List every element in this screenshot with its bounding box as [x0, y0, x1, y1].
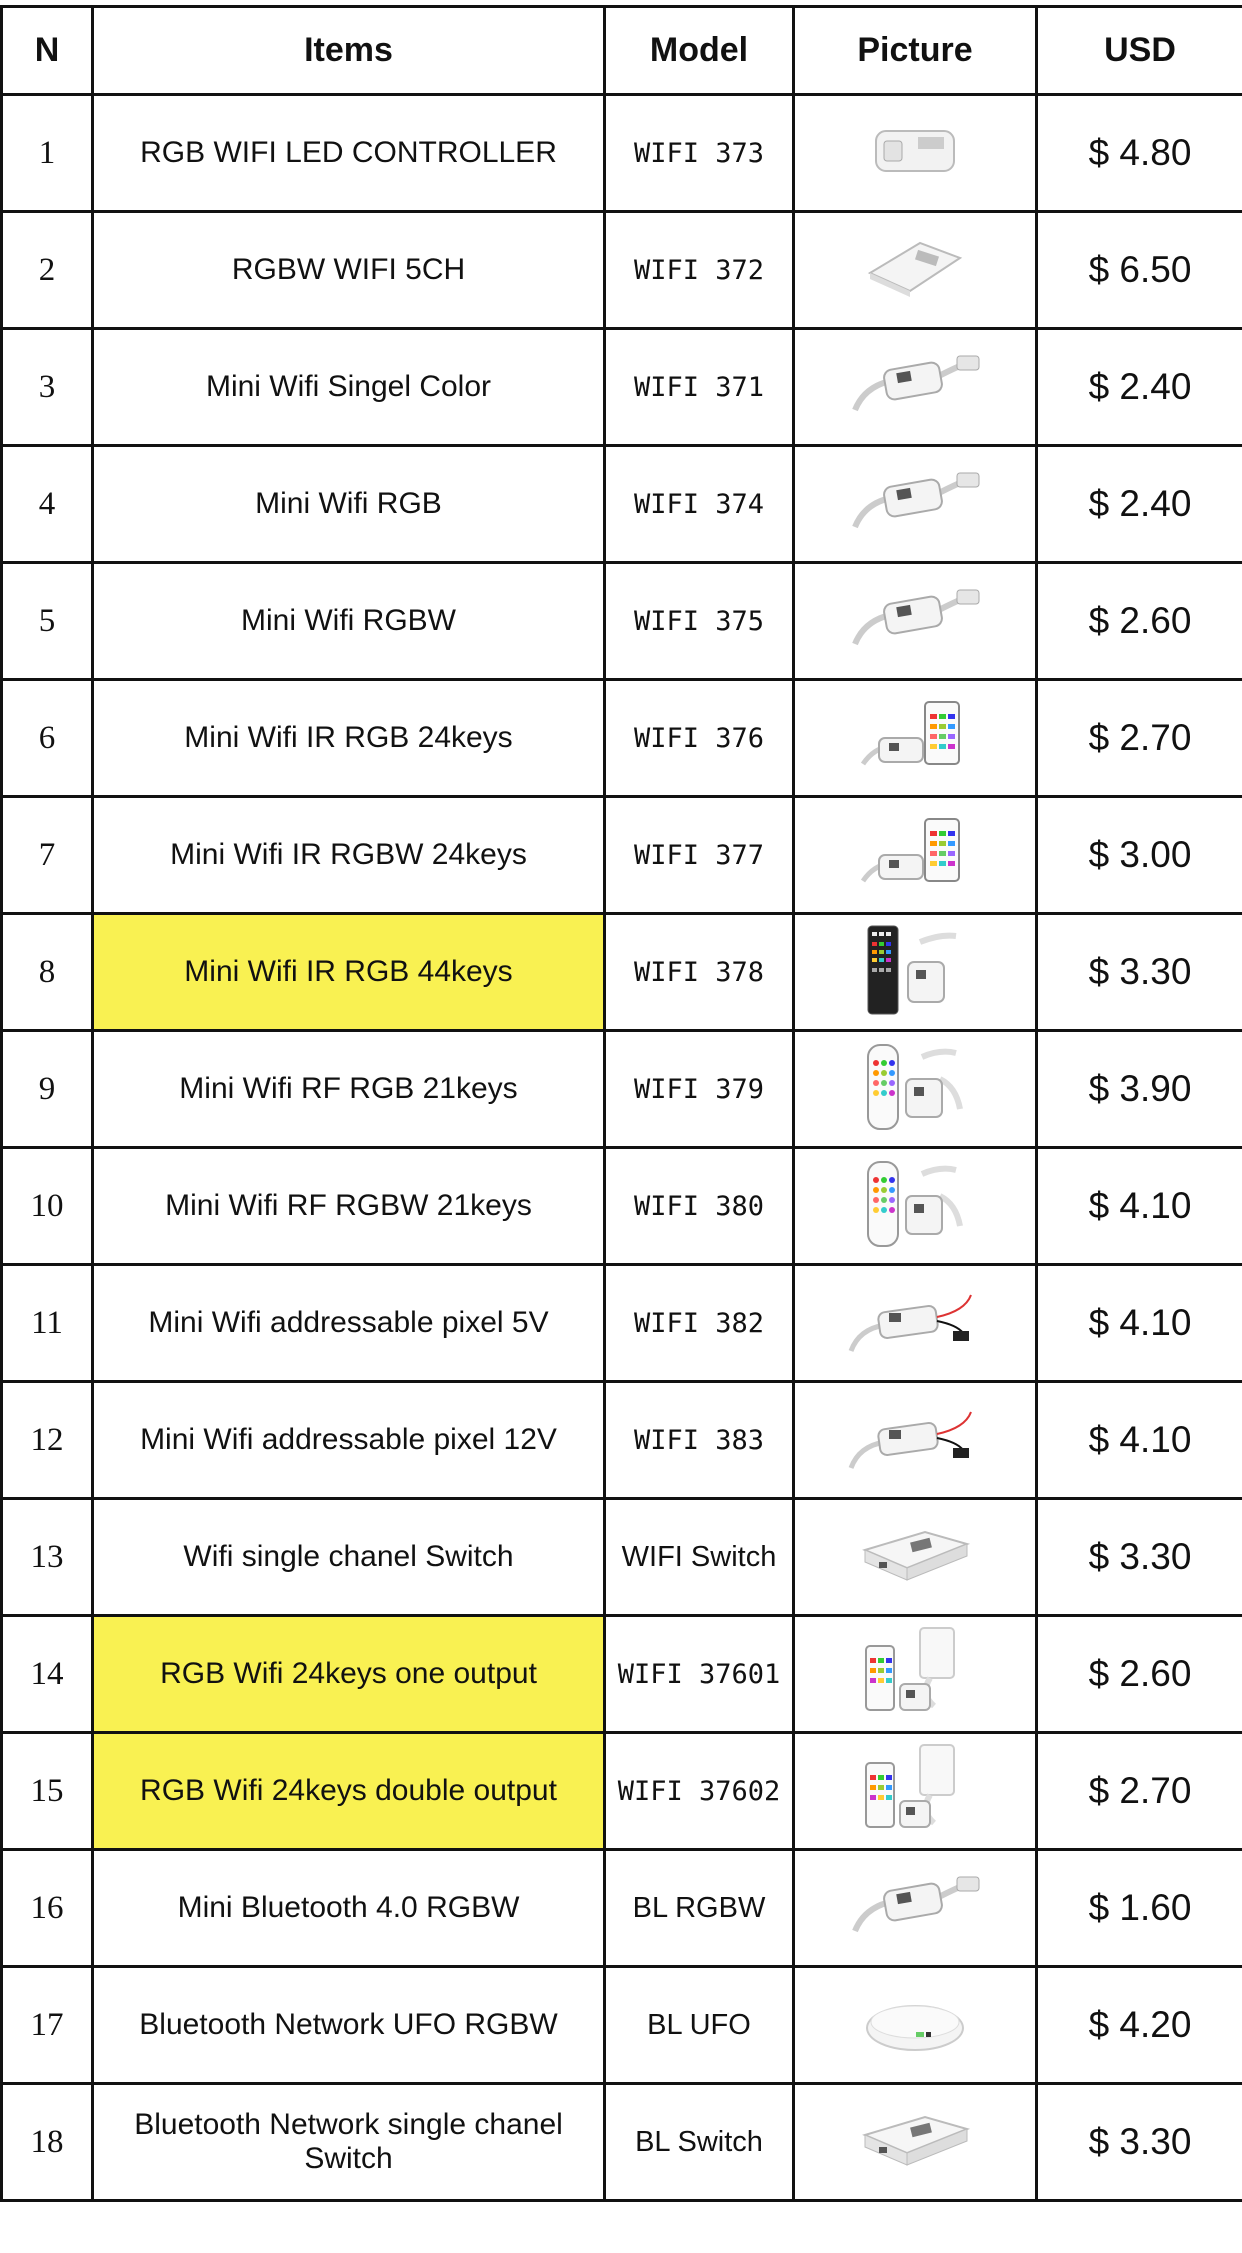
product-thumbnail-icon — [860, 1156, 970, 1257]
item-name: Mini Wifi IR RGB 44keys — [93, 914, 605, 1031]
price-usd: $ 4.10 — [1037, 1382, 1242, 1499]
table-header — [2, 7, 1242, 95]
row-number: 17 — [2, 1967, 93, 2084]
item-name: Mini Wifi RF RGBW 21keys — [93, 1148, 605, 1265]
item-name: Bluetooth Network UFO RGBW — [93, 1967, 605, 2084]
price-usd: $ 2.40 — [1037, 329, 1242, 446]
item-name: RGB Wifi 24keys one output — [93, 1616, 605, 1733]
product-picture — [794, 95, 1037, 212]
product-thumbnail-icon — [860, 1988, 970, 2063]
item-name: Bluetooth Network single chanel Switch — [93, 2084, 605, 2201]
table-row — [2, 1499, 1242, 1616]
product-thumbnail-icon — [845, 350, 985, 425]
row-number: 5 — [2, 563, 93, 680]
table-row — [2, 2084, 1242, 2201]
table-row — [2, 1148, 1242, 1265]
row-number: 11 — [2, 1265, 93, 1382]
model-code: WIFI 374 — [605, 446, 794, 563]
price-usd: $ 6.50 — [1037, 212, 1242, 329]
model-code: WIFI 380 — [605, 1148, 794, 1265]
product-picture — [794, 1967, 1037, 2084]
product-picture — [794, 680, 1037, 797]
table-row — [2, 563, 1242, 680]
item-name: Mini Wifi addressable pixel 5V — [93, 1265, 605, 1382]
row-number: 7 — [2, 797, 93, 914]
item-name: Mini Wifi RGBW — [93, 563, 605, 680]
table-row — [2, 446, 1242, 563]
row-number: 9 — [2, 1031, 93, 1148]
model-code: WIFI 372 — [605, 212, 794, 329]
price-usd: $ 2.70 — [1037, 1733, 1242, 1850]
row-number: 14 — [2, 1616, 93, 1733]
product-thumbnail-icon — [845, 1398, 985, 1483]
item-name: Mini Wifi RF RGB 21keys — [93, 1031, 605, 1148]
product-thumbnail-icon — [855, 2107, 975, 2178]
price-usd: $ 3.30 — [1037, 914, 1242, 1031]
header-usd: USD — [1037, 7, 1242, 95]
item-name: Mini Wifi Singel Color — [93, 329, 605, 446]
product-picture — [794, 1148, 1037, 1265]
row-number: 1 — [2, 95, 93, 212]
row-number: 2 — [2, 212, 93, 329]
model-code: WIFI 382 — [605, 1265, 794, 1382]
header-items: Items — [93, 7, 605, 95]
product-thumbnail-icon — [855, 696, 975, 781]
product-picture — [794, 212, 1037, 329]
product-picture — [794, 329, 1037, 446]
price-usd: $ 3.00 — [1037, 797, 1242, 914]
product-thumbnail-icon — [860, 922, 970, 1023]
table-row — [2, 1616, 1242, 1733]
product-thumbnail-icon — [845, 1281, 985, 1366]
product-thumbnail-icon — [855, 1522, 975, 1593]
price-usd: $ 1.60 — [1037, 1850, 1242, 1967]
price-usd: $ 2.70 — [1037, 680, 1242, 797]
product-thumbnail-icon — [860, 233, 970, 308]
header-n: N — [2, 7, 93, 95]
product-thumbnail-icon — [845, 1871, 985, 1946]
table-row — [2, 1967, 1242, 2084]
product-picture — [794, 1733, 1037, 1850]
item-name: RGB WIFI LED CONTROLLER — [93, 95, 605, 212]
table-row — [2, 1850, 1242, 1967]
price-table — [0, 5, 1242, 2202]
product-picture — [794, 446, 1037, 563]
price-usd: $ 4.80 — [1037, 95, 1242, 212]
price-usd: $ 3.90 — [1037, 1031, 1242, 1148]
item-name: Mini Wifi IR RGB 24keys — [93, 680, 605, 797]
row-number: 15 — [2, 1733, 93, 1850]
item-name: Mini Wifi addressable pixel 12V — [93, 1382, 605, 1499]
model-code: WIFI Switch — [605, 1499, 794, 1616]
row-number: 12 — [2, 1382, 93, 1499]
table-row — [2, 329, 1242, 446]
table-row — [2, 1265, 1242, 1382]
price-usd: $ 3.30 — [1037, 1499, 1242, 1616]
product-picture — [794, 797, 1037, 914]
product-picture — [794, 1031, 1037, 1148]
price-usd: $ 4.10 — [1037, 1265, 1242, 1382]
product-picture — [794, 914, 1037, 1031]
table-row — [2, 212, 1242, 329]
table-row — [2, 95, 1242, 212]
model-code: WIFI 37602 — [605, 1733, 794, 1850]
header-picture: Picture — [794, 7, 1037, 95]
product-picture — [794, 1265, 1037, 1382]
model-code: BL Switch — [605, 2084, 794, 2201]
product-picture — [794, 563, 1037, 680]
model-code: WIFI 375 — [605, 563, 794, 680]
item-name: RGB Wifi 24keys double output — [93, 1733, 605, 1850]
row-number: 18 — [2, 2084, 93, 2201]
product-picture — [794, 2084, 1037, 2201]
product-thumbnail-icon — [845, 467, 985, 542]
product-thumbnail-icon — [860, 1741, 970, 1842]
price-usd: $ 2.60 — [1037, 563, 1242, 680]
model-code: WIFI 37601 — [605, 1616, 794, 1733]
table-row — [2, 680, 1242, 797]
product-picture — [794, 1499, 1037, 1616]
table-row — [2, 1031, 1242, 1148]
price-usd: $ 2.60 — [1037, 1616, 1242, 1733]
table-row — [2, 1733, 1242, 1850]
product-thumbnail-icon — [860, 1039, 970, 1140]
model-code: WIFI 378 — [605, 914, 794, 1031]
model-code: BL RGBW — [605, 1850, 794, 1967]
model-code: BL UFO — [605, 1967, 794, 2084]
model-code: WIFI 373 — [605, 95, 794, 212]
item-name: RGBW WIFI 5CH — [93, 212, 605, 329]
item-name: Wifi single chanel Switch — [93, 1499, 605, 1616]
row-number: 10 — [2, 1148, 93, 1265]
row-number: 8 — [2, 914, 93, 1031]
row-number: 4 — [2, 446, 93, 563]
price-usd: $ 4.20 — [1037, 1967, 1242, 2084]
item-name: Mini Wifi RGB — [93, 446, 605, 563]
price-usd: $ 3.30 — [1037, 2084, 1242, 2201]
model-code: WIFI 371 — [605, 329, 794, 446]
model-code: WIFI 376 — [605, 680, 794, 797]
item-name: Mini Bluetooth 4.0 RGBW — [93, 1850, 605, 1967]
product-picture — [794, 1616, 1037, 1733]
header-model: Model — [605, 7, 794, 95]
row-number: 13 — [2, 1499, 93, 1616]
row-number: 16 — [2, 1850, 93, 1967]
table-body — [2, 95, 1242, 2201]
table-row — [2, 914, 1242, 1031]
model-code: WIFI 379 — [605, 1031, 794, 1148]
product-thumbnail-icon — [855, 813, 975, 898]
product-picture — [794, 1850, 1037, 1967]
row-number: 6 — [2, 680, 93, 797]
product-thumbnail-icon — [860, 1624, 970, 1725]
price-usd: $ 2.40 — [1037, 446, 1242, 563]
product-thumbnail-icon — [845, 584, 985, 659]
product-thumbnail-icon — [870, 121, 960, 186]
table-row — [2, 1382, 1242, 1499]
table-row — [2, 797, 1242, 914]
model-code: WIFI 377 — [605, 797, 794, 914]
model-code: WIFI 383 — [605, 1382, 794, 1499]
product-picture — [794, 1382, 1037, 1499]
header-row — [2, 7, 1242, 95]
row-number: 3 — [2, 329, 93, 446]
price-usd: $ 4.10 — [1037, 1148, 1242, 1265]
item-name: Mini Wifi IR RGBW 24keys — [93, 797, 605, 914]
